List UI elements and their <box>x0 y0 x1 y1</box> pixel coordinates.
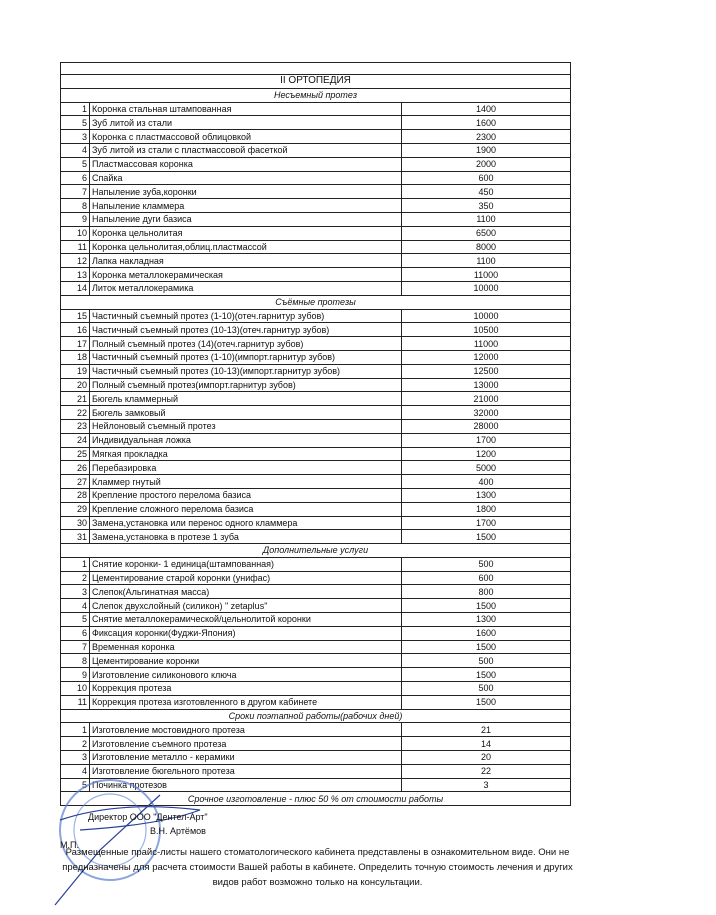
cell-price: 32000 <box>402 406 571 420</box>
cell-num: 17 <box>61 337 90 351</box>
section-heading: Сроки поэтапной работы(рабочих дней) <box>61 709 571 723</box>
table-row <box>61 475 571 489</box>
table-row <box>61 516 571 530</box>
table-row <box>61 737 571 751</box>
section-row <box>61 544 571 558</box>
cell-price: 11000 <box>402 337 571 351</box>
table-row <box>61 599 571 613</box>
cell-price: 500 <box>402 557 571 571</box>
section-row <box>61 295 571 309</box>
cell-name: Зуб литой из стали с пластмассовой фасеткой <box>90 143 402 157</box>
cell-price: 21000 <box>402 392 571 406</box>
cell-name: Лапка накладная <box>90 254 402 268</box>
cell-price: 600 <box>402 571 571 585</box>
table-row <box>61 406 571 420</box>
cell-num: 5 <box>61 778 90 792</box>
cell-price: 1500 <box>402 640 571 654</box>
cell-price: 22 <box>402 764 571 778</box>
cell-num: 6 <box>61 171 90 185</box>
table-row <box>61 226 571 240</box>
cell-name: Перебазировка <box>90 461 402 475</box>
cell-price: 12500 <box>402 364 571 378</box>
cell-num: 7 <box>61 640 90 654</box>
table-row <box>61 668 571 682</box>
cell-price: 350 <box>402 199 571 213</box>
cell-price: 450 <box>402 185 571 199</box>
cell-price: 1300 <box>402 488 571 502</box>
cell-name: Нейлоновый съемный протез <box>90 419 402 433</box>
cell-num: 3 <box>61 130 90 144</box>
cell-num: 5 <box>61 116 90 130</box>
cell-name: Слепок(Альгинатная масса) <box>90 585 402 599</box>
cell-name: Полный съемный протез (14)(отеч.гарнитур зубов) <box>90 337 402 351</box>
cell-num: 28 <box>61 488 90 502</box>
cell-num: 8 <box>61 654 90 668</box>
cell-price: 8000 <box>402 240 571 254</box>
table-row <box>61 212 571 226</box>
cell-num: 11 <box>61 695 90 709</box>
cell-num: 5 <box>61 613 90 627</box>
cell-name: Коронка с пластмассовой облицовкой <box>90 130 402 144</box>
table-row <box>61 654 571 668</box>
cell-name: Коррекция протеза <box>90 682 402 696</box>
cell-price: 10000 <box>402 281 571 295</box>
cell-price: 1200 <box>402 447 571 461</box>
cell-num: 3 <box>61 751 90 765</box>
cell-name: Временная коронка <box>90 640 402 654</box>
cell-name: Частичный съемный протез (1-10)(импорт.гарнитур зубов) <box>90 350 402 364</box>
cell-name: Починка протезов <box>90 778 402 792</box>
cell-num: 30 <box>61 516 90 530</box>
cell-price: 400 <box>402 475 571 489</box>
cell-name: Мягкая прокладка <box>90 447 402 461</box>
cell-name: Спайка <box>90 171 402 185</box>
cell-num: 12 <box>61 254 90 268</box>
cell-price: 20 <box>402 751 571 765</box>
cell-num: 6 <box>61 626 90 640</box>
cell-price: 12000 <box>402 350 571 364</box>
table-row <box>61 447 571 461</box>
cell-num: 7 <box>61 185 90 199</box>
cell-name: Индивидуальная ложка <box>90 433 402 447</box>
cell-price: 2300 <box>402 130 571 144</box>
cell-price: 1400 <box>402 102 571 116</box>
table-row <box>61 268 571 282</box>
cell-name: Коронка цельнолитая,облиц.пластмассой <box>90 240 402 254</box>
table-row <box>61 640 571 654</box>
cell-num: 5 <box>61 157 90 171</box>
cell-num: 31 <box>61 530 90 544</box>
section-heading: Дополнительные услуги <box>61 544 571 558</box>
cell-num: 29 <box>61 502 90 516</box>
cell-price: 1700 <box>402 433 571 447</box>
cell-name: Изготовление съемного протеза <box>90 737 402 751</box>
table-row <box>61 323 571 337</box>
table-row <box>61 626 571 640</box>
blank-row <box>61 63 571 75</box>
cell-price: 1500 <box>402 530 571 544</box>
table-row <box>61 254 571 268</box>
price-table <box>60 62 571 806</box>
table-row <box>61 557 571 571</box>
table-row <box>61 364 571 378</box>
cell-price: 1100 <box>402 212 571 226</box>
table-row <box>61 157 571 171</box>
table-row <box>61 433 571 447</box>
mp-label: М.П. <box>60 840 79 850</box>
section-heading: Несъемный протез <box>61 88 571 102</box>
table-row <box>61 130 571 144</box>
cell-num: 20 <box>61 378 90 392</box>
table-row <box>61 488 571 502</box>
cell-num: 2 <box>61 571 90 585</box>
cell-price: 1100 <box>402 254 571 268</box>
table-row <box>61 695 571 709</box>
cell-num: 2 <box>61 737 90 751</box>
cell-num: 3 <box>61 585 90 599</box>
table-row <box>61 723 571 737</box>
cell-name: Фиксация коронки(Фуджи-Япония) <box>90 626 402 640</box>
cell-price: 14 <box>402 737 571 751</box>
table-row <box>61 682 571 696</box>
table-title: II ОРТОПЕДИЯ <box>61 75 571 89</box>
cell-name: Коронка стальная штампованная <box>90 102 402 116</box>
cell-name: Замена,установка или перенос одного кламмера <box>90 516 402 530</box>
cell-price: 800 <box>402 585 571 599</box>
cell-name: Замена,установка в протезе 1 зуба <box>90 530 402 544</box>
cell-price: 1600 <box>402 626 571 640</box>
table-row <box>61 143 571 157</box>
cell-price: 21 <box>402 723 571 737</box>
cell-price: 1600 <box>402 116 571 130</box>
section-row <box>61 88 571 102</box>
table-row <box>61 419 571 433</box>
cell-num: 4 <box>61 599 90 613</box>
cell-price: 10000 <box>402 309 571 323</box>
cell-price: 5000 <box>402 461 571 475</box>
cell-num: 9 <box>61 668 90 682</box>
table-row <box>61 585 571 599</box>
cell-num: 25 <box>61 447 90 461</box>
cell-price: 11000 <box>402 268 571 282</box>
cell-num: 1 <box>61 102 90 116</box>
table-row <box>61 378 571 392</box>
cell-name: Частичный съемный протез (1-10)(отеч.гарнитур зубов) <box>90 309 402 323</box>
cell-num: 4 <box>61 764 90 778</box>
cell-name: Снятие коронки- 1 единица(штампованная) <box>90 557 402 571</box>
cell-name: Крепление простого перелома базиса <box>90 488 402 502</box>
cell-num: 14 <box>61 281 90 295</box>
cell-num: 4 <box>61 143 90 157</box>
table-row <box>61 502 571 516</box>
cell-num: 1 <box>61 557 90 571</box>
cell-num: 19 <box>61 364 90 378</box>
table-row <box>61 613 571 627</box>
table-row <box>61 102 571 116</box>
director-name: В.Н. Артёмов <box>150 826 206 836</box>
cell-num: 26 <box>61 461 90 475</box>
cell-price: 1500 <box>402 695 571 709</box>
director-label: Директор ООО "Дентел-Арт" <box>88 812 208 822</box>
cell-num: 11 <box>61 240 90 254</box>
cell-num: 10 <box>61 226 90 240</box>
table-row <box>61 350 571 364</box>
cell-num: 8 <box>61 199 90 213</box>
cell-num: 15 <box>61 309 90 323</box>
cell-num: 10 <box>61 682 90 696</box>
cell-price: 28000 <box>402 419 571 433</box>
cell-name: Напыление кламмера <box>90 199 402 213</box>
cell-price: 1500 <box>402 599 571 613</box>
cell-price: 1900 <box>402 143 571 157</box>
cell-name: Частичный съемный протез (10-13)(отеч.гарнитур зубов) <box>90 323 402 337</box>
cell-name: Изготовление силиконового ключа <box>90 668 402 682</box>
table-row <box>61 530 571 544</box>
cell-name: Крепление сложного перелома базиса <box>90 502 402 516</box>
cell-name: Цементирование старой коронки (унифас) <box>90 571 402 585</box>
cell-name: Кламмер гнутый <box>90 475 402 489</box>
section-row <box>61 709 571 723</box>
cell-name: Цементирование коронки <box>90 654 402 668</box>
cell-name: Литок металлокерамика <box>90 281 402 295</box>
table-row <box>61 461 571 475</box>
cell-price: 3 <box>402 778 571 792</box>
cell-num: 13 <box>61 268 90 282</box>
table-row <box>61 281 571 295</box>
cell-name: Коронка металлокерамическая <box>90 268 402 282</box>
table-row <box>61 392 571 406</box>
table-row <box>61 185 571 199</box>
cell-num: 23 <box>61 419 90 433</box>
table-row <box>61 199 571 213</box>
cell-name: Изготовление металло - керамики <box>90 751 402 765</box>
cell-num: 18 <box>61 350 90 364</box>
table-row <box>61 751 571 765</box>
cell-name: Изготовление бюгельного протеза <box>90 764 402 778</box>
cell-num: 9 <box>61 212 90 226</box>
table-row <box>61 116 571 130</box>
cell-name: Бюгель кламмерный <box>90 392 402 406</box>
cell-price: 1500 <box>402 668 571 682</box>
cell-price: 1800 <box>402 502 571 516</box>
cell-name: Напыление зуба,коронки <box>90 185 402 199</box>
cell-name: Зуб литой из стали <box>90 116 402 130</box>
table-row <box>61 571 571 585</box>
cell-price: 1300 <box>402 613 571 627</box>
cell-price: 600 <box>402 171 571 185</box>
cell-name: Напыление дуги базиса <box>90 212 402 226</box>
cell-name: Слепок двухслойный (силикон) " zetaplus" <box>90 599 402 613</box>
cell-num: 24 <box>61 433 90 447</box>
cell-num: 22 <box>61 406 90 420</box>
cell-num: 21 <box>61 392 90 406</box>
cell-name: Пластмассовая коронка <box>90 157 402 171</box>
disclaimer-note: Размещенные прайс-листы нашего стоматологического кабинета представлены в ознакомительном виде. Они не предназначены для расчета стоимости Вашей работы в кабинете. Определить точную стоимость лечения и других видов работ возможно только на консультации. <box>62 847 573 888</box>
cell-price: 6500 <box>402 226 571 240</box>
urgent-note: Срочное изготовление - плюс 50 % от стоимости работы <box>61 792 571 806</box>
section-heading: Съёмные протезы <box>61 295 571 309</box>
cell-num: 1 <box>61 723 90 737</box>
cell-name: Коррекция протеза изготовленного в другом кабинете <box>90 695 402 709</box>
cell-name: Коронка цельнолитая <box>90 226 402 240</box>
table-row <box>61 171 571 185</box>
cell-price: 500 <box>402 682 571 696</box>
cell-name: Частичный съемный протез (10-13)(импорт.гарнитур зубов) <box>90 364 402 378</box>
cell-name: Полный съемный протез(импорт.гарнитур зубов) <box>90 378 402 392</box>
cell-price: 500 <box>402 654 571 668</box>
table-row <box>61 337 571 351</box>
table-row <box>61 240 571 254</box>
cell-price: 2000 <box>402 157 571 171</box>
cell-name: Изготовление мостовидного протеза <box>90 723 402 737</box>
cell-num: 27 <box>61 475 90 489</box>
cell-name: Снятие металлокерамической/цельнолитой коронки <box>90 613 402 627</box>
cell-price: 13000 <box>402 378 571 392</box>
cell-price: 1700 <box>402 516 571 530</box>
table-row <box>61 309 571 323</box>
cell-price: 10500 <box>402 323 571 337</box>
cell-num: 16 <box>61 323 90 337</box>
cell-name: Бюгель замковый <box>90 406 402 420</box>
title-row <box>61 75 571 89</box>
